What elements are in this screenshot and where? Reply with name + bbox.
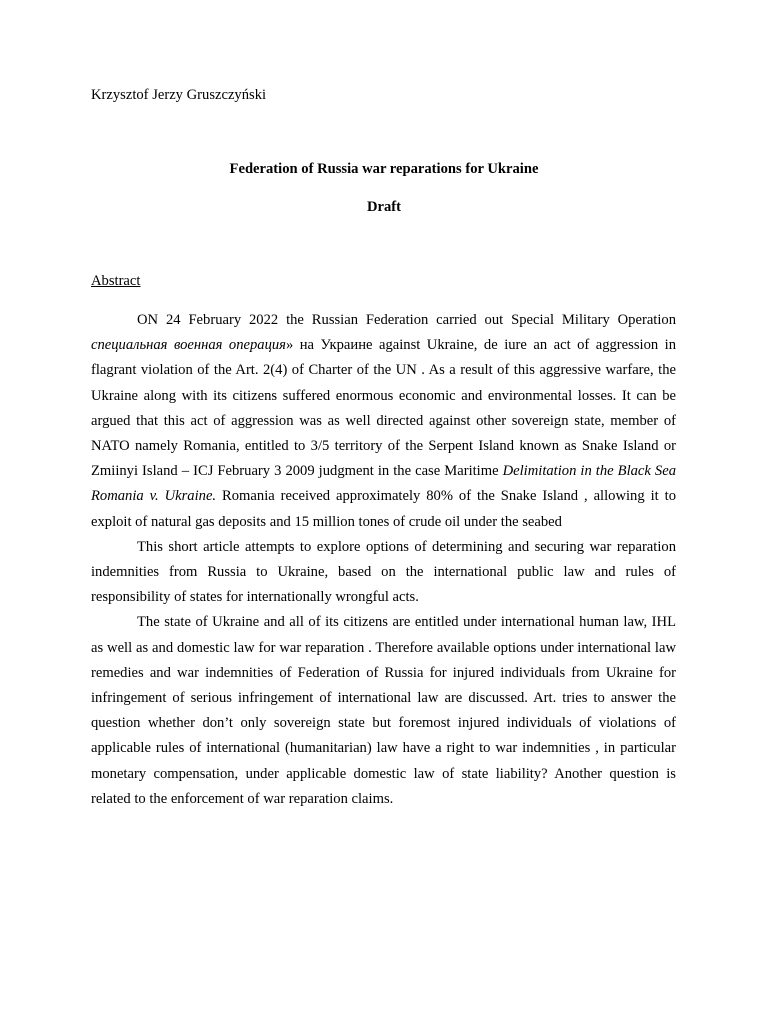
author-name: Krzysztof Jerzy Gruszczyński [91,87,267,103]
abstract-paragraph-2: This short article attempts to explore options of determining and securing war reparation indemnities from Russia to Ukraine, based on the international public law and rules of responsibility of states for internationally wrongful acts. [91,538,676,606]
russian-phrase-italic: специальная военная операция [91,337,286,354]
abstract-paragraph-1 [91,308,676,535]
paragraph-text: Romania received approximately 80% of the Snake Island , allowing it to exploit of natural gas deposits and 15 million tones of crude oil under the seabed [91,488,676,530]
paragraph-text: » на Украине against Ukraine, de iure an act of aggression in flagrant violation of the Art. 2(4) of Charter of the UN . As a result of this aggressive warfare, the Ukraine along with its citizens suffered enormous economic and environmental losses. It can be argued that this act of aggression was as well directed against other sovereign state, member of NATO namely Romania, entitled to 3/5 territory of the Serpent Island known as Snake Island or Zmiinyi Island – ICJ February 3 2009 judgment in the case Maritime [91,337,676,480]
paragraph-text: ON 24 February 2022 the Russian Federation carried out Special Military Operation [137,312,676,328]
abstract-paragraph-3: The state of Ukraine and all of its citizens are entitled under international human law, IHL as well as and domestic law for war reparation . Therefore available options under international law remedies and war indemnities of Federation of Russia for injured individuals from Ukraine for infringement of serious infringement of international law are discussed. Art. tries to answer the question whether don’t only sovereign state but foremost injured individuals of violations of applicable rules of international (humanitarian) law have a right to war indemnities , in particular monetary compensation, under applicable domestic law of state liability? Another question is related to the enforcement of war reparation claims. [91,614,676,807]
abstract-heading: Abstract [91,273,141,289]
document-title: Federation of Russia war reparations for Ukraine [229,161,539,177]
document-subtitle: Draft [366,199,402,215]
abstract-body [91,308,676,812]
case-name-italic: Delimitation in the Black Sea Romania v. Ukraine. [91,463,676,505]
